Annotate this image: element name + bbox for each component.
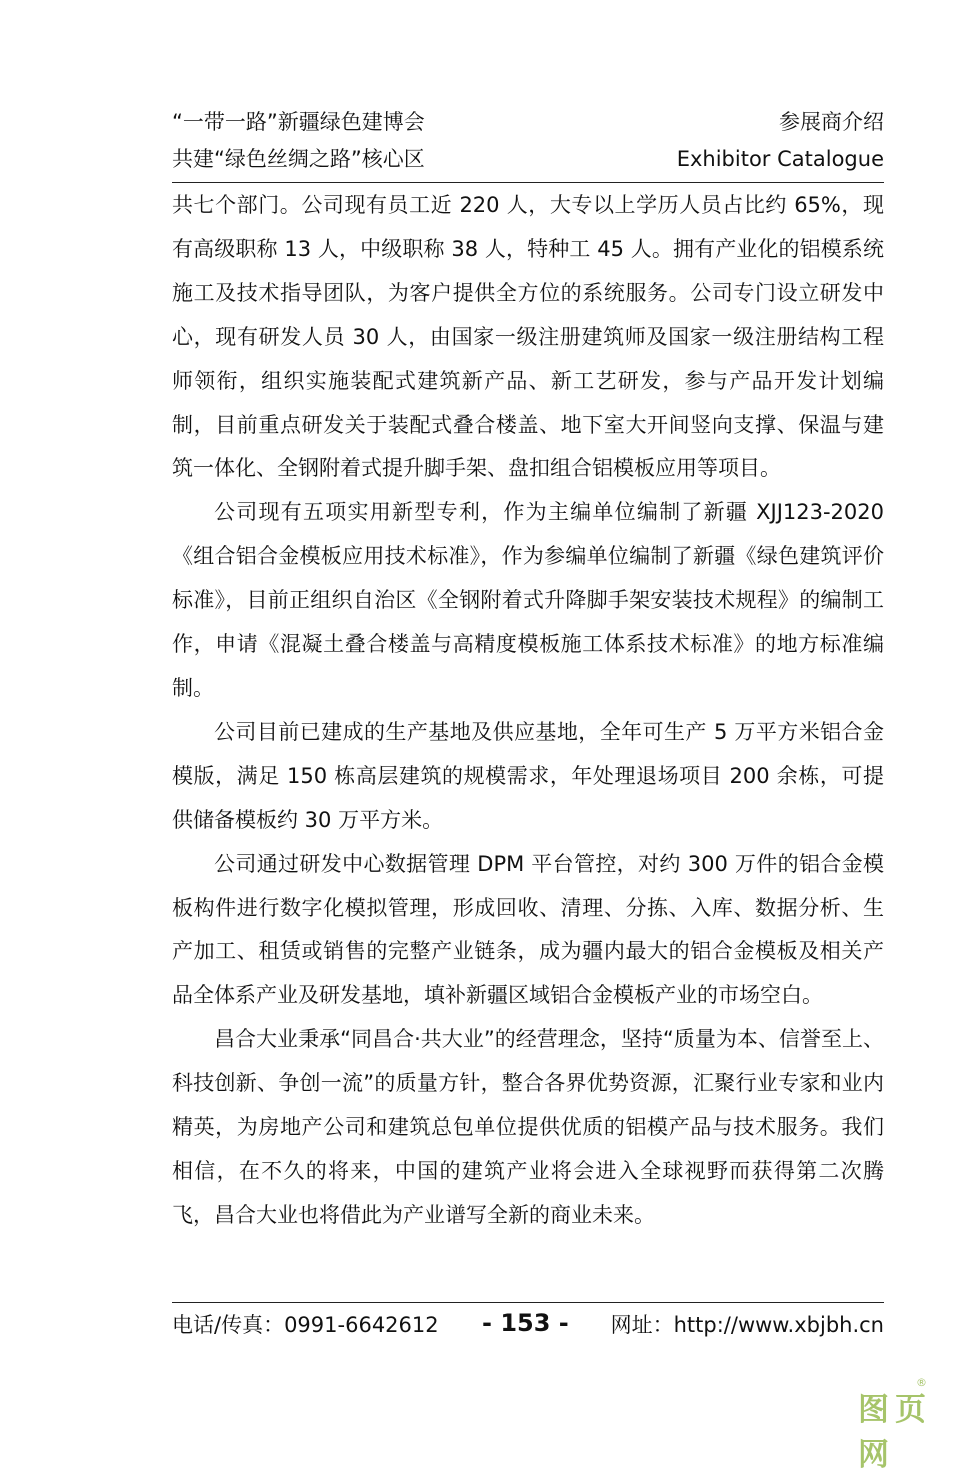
header-row-1 bbox=[172, 104, 884, 141]
paragraph-1: 共七个部门。公司现有员工近 220 人，大专以上学历人员占比约 65%，现有高级职称 13 人，中级职称 38 人，特种工 45 人。拥有产业化的铝模系统施工及技术指导团队，为客户提供全方位的系统服务。公司专门设立研发中心，现有研发人员 30 人，由国家一级注册建筑师及国家一级注册结构工程师领衔，组织实施装配式建筑新产品、新工艺研发，参与产品开发计划编制，目前重点研发关于装配式叠合楼盖、地下室大开间竖向支撑、保温与建筑一体化、全钢附着式提升脚手架、盘扣组合铝模板应用等项目。 bbox=[172, 193, 884, 481]
article-body bbox=[172, 184, 884, 1238]
footer-website[interactable]: 网址：http://www.xbjbh.cn bbox=[610, 1313, 884, 1337]
header-section-title: 参展商介绍 bbox=[779, 110, 884, 134]
header-event-subtitle: 共建“绿色丝绸之路”核心区 bbox=[172, 147, 425, 171]
page-footer bbox=[172, 1302, 884, 1349]
page-header bbox=[172, 104, 884, 183]
paragraph-2: 公司现有五项实用新型专利，作为主编单位编制了新疆 XJJ123-2020《组合铝合金模板应用技术标准》，作为参编单位编制了新疆《绿色建筑评价标准》，目前正组织自治区《全钢附着式升降脚手架安装技术规程》的编制工作，申请《混凝土叠合楼盖与高精度模板施工体系技术标准》的地方标准编制。 bbox=[172, 500, 884, 700]
header-section-subtitle: Exhibitor Catalogue bbox=[676, 147, 884, 171]
watermark-registered-mark: ® bbox=[916, 1376, 927, 1389]
watermark-logo: 图页网 bbox=[858, 1392, 932, 1473]
header-row-2 bbox=[172, 141, 884, 178]
page-number: - 153 - bbox=[482, 1309, 569, 1337]
paragraph-5: 昌合大业秉承“同昌合·共大业”的经营理念，坚持“质量为本、信誉至上、科技创新、争创一流”的质量方针，整合各界优势资源，汇聚行业专家和业内精英，为房地产公司和建筑总包单位提供优质的铝模产品与技术服务。我们相信，在不久的将来，中国的建筑产业将会进入全球视野而获得第二次腾飞，昌合大业也将借此为产业谱写全新的商业未来。 bbox=[172, 1027, 884, 1227]
footer-phone: 电话/传真：0991-6642612 bbox=[172, 1313, 439, 1337]
paragraph-3: 公司目前已建成的生产基地及供应基地，全年可生产 5 万平方米铝合金模版，满足 150 栋高层建筑的规模需求，年处理退场项目 200 余栋，可提供储备模板约 30 万平方米。 bbox=[172, 719, 884, 832]
paragraph-4: 公司通过研发中心数据管理 DPM 平台管控，对约 300 万件的铝合金模板构件进行数字化模拟管理，形成回收、清理、分拣、入库、数据分析、生产加工、租赁或销售的完整产业链条，成为疆内最大的铝合金模板及相关产品全体系产业及研发基地，填补新疆区域铝合金模板产业的市场空白。 bbox=[172, 851, 884, 1008]
header-event-title: “一带一路”新疆绿色建博会 bbox=[172, 110, 425, 134]
